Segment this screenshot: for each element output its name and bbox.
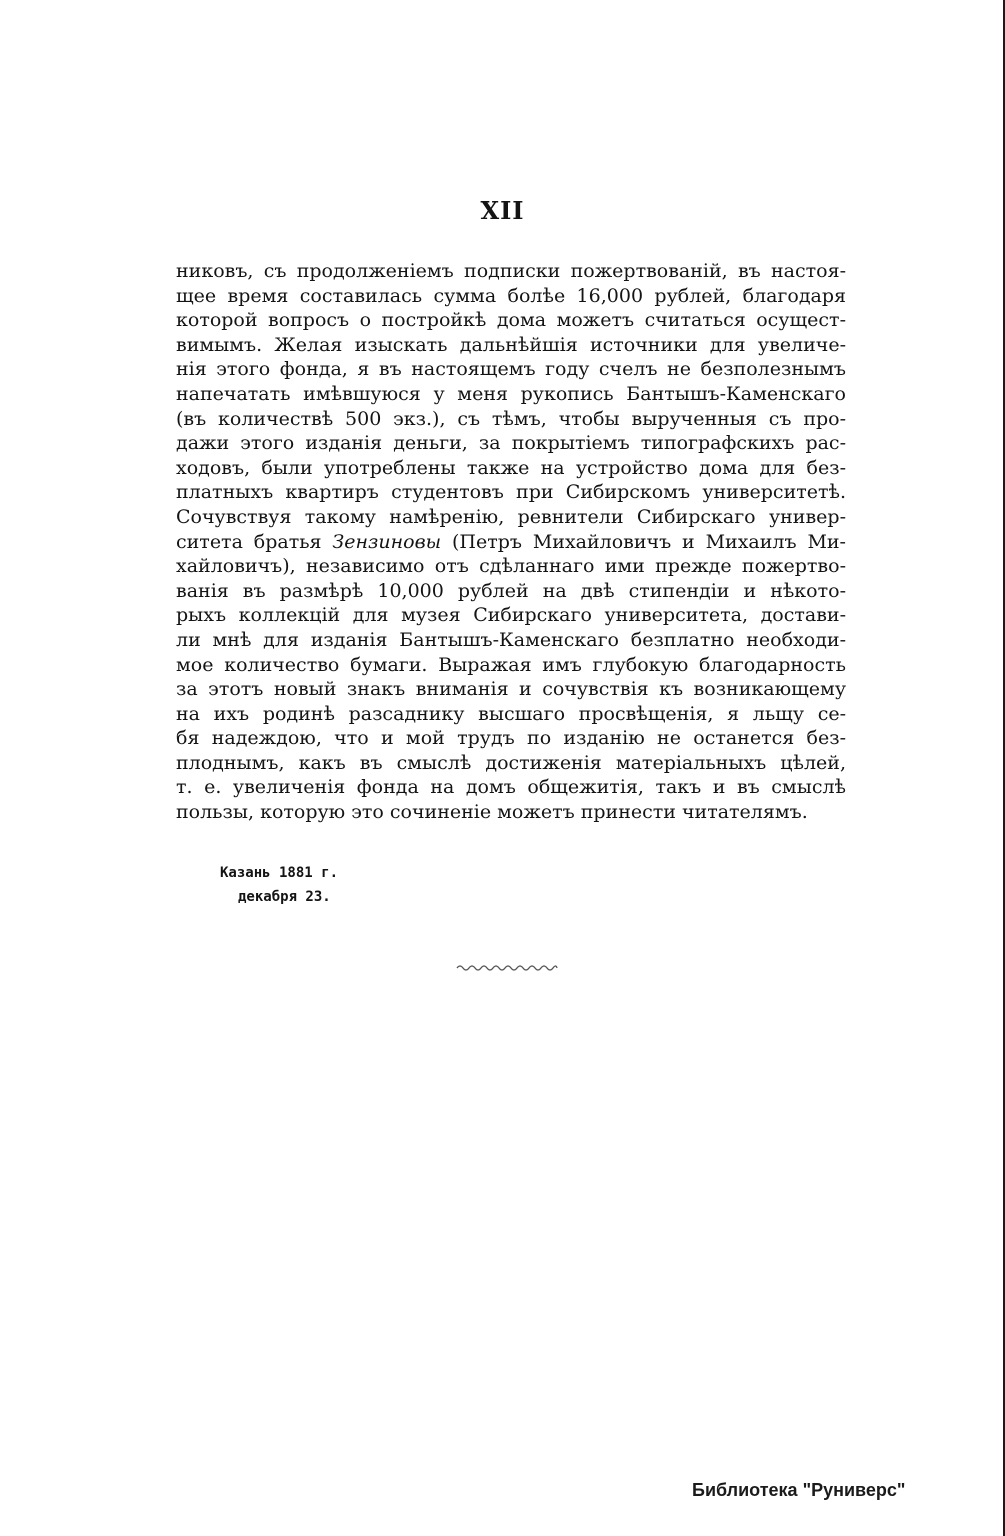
text-line: плоднымъ, какъ въ смыслѣ достиженія матеріальныхъ цѣлей, [176,751,846,774]
body-text [176,259,846,825]
text-line: никовъ, съ продолженіемъ подписки пожертвованій, въ настоя- [176,260,846,282]
text-line: ходовъ, были употреблены также на устройство дома для без- [176,456,846,479]
text-line: ванія въ размѣрѣ 10,000 рублей на двѣ стипендіи и нѣкото- [176,579,846,602]
text-line [176,530,846,555]
ornament-divider [455,960,559,974]
text-segment: (Петръ Михайловичъ и Михаилъ Ми- [451,530,846,553]
text-line: щее время составилась сумма болѣе 16,000 рублей, благодаря [176,284,846,307]
text-line: вимымъ. Желая изыскать дальнѣйшія источники для увеличе- [176,333,846,356]
italic-name: Зензиновы [332,530,442,553]
signature-date: декабря 23. [238,889,331,905]
text-line: рыхъ коллекцій для музея Сибирскаго университета, достави- [176,604,846,627]
text-line: напечатать имѣвшуюся у меня рукопись Бантышъ-Каменскаго [176,382,846,405]
text-line: бя надеждою, что и мой трудъ по изданію не останется без- [176,727,846,750]
text-line: т. е. увеличенія фонда на домъ общежитія, такъ и въ смыслѣ [176,776,846,799]
text-line: Сочувствуя такому намѣренію, ревнители Сибирскаго универ- [176,505,846,528]
text-segment: ситета братья [176,530,322,553]
signature-block [220,861,338,909]
text-line: пользы, которую это сочиненіе можетъ принести читателямъ. [176,801,808,824]
text-line: нія этого фонда, я въ настоящемъ году счелъ не безполезнымъ [176,358,846,381]
page-number: XII [480,196,525,225]
text-line: платныхъ квартиръ студентовъ при Сибирскомъ университетѣ. [176,481,846,504]
signature-place-year: Казань 1881 г. [220,865,339,881]
text-line: ли мнѣ для изданія Бантышъ-Каменскаго безплатно необходи- [176,628,846,651]
text-line: за этотъ новый знакъ вниманія и сочувствія къ возникающему [176,678,846,701]
library-watermark: Библиотека "Руниверс" [692,1480,906,1500]
text-line: мое количество бумаги. Выражая имъ глубокую благодарность [176,653,846,676]
text-line: (въ количествѣ 500 экз.), съ тѣмъ, чтобы вырученныя съ про- [176,407,846,430]
text-line: дажи этого изданія деньги, за покрытіемъ типографскихъ рас- [176,432,846,455]
text-line: хайловичъ), независимо отъ сдѣланнаго ими прежде пожертво- [176,555,846,578]
text-line: которой вопросъ о постройкѣ дома можетъ считаться осущест- [176,309,846,332]
text-line: на ихъ родинѣ разсаднику высшаго просвѣщенія, я льщу се- [176,702,846,725]
